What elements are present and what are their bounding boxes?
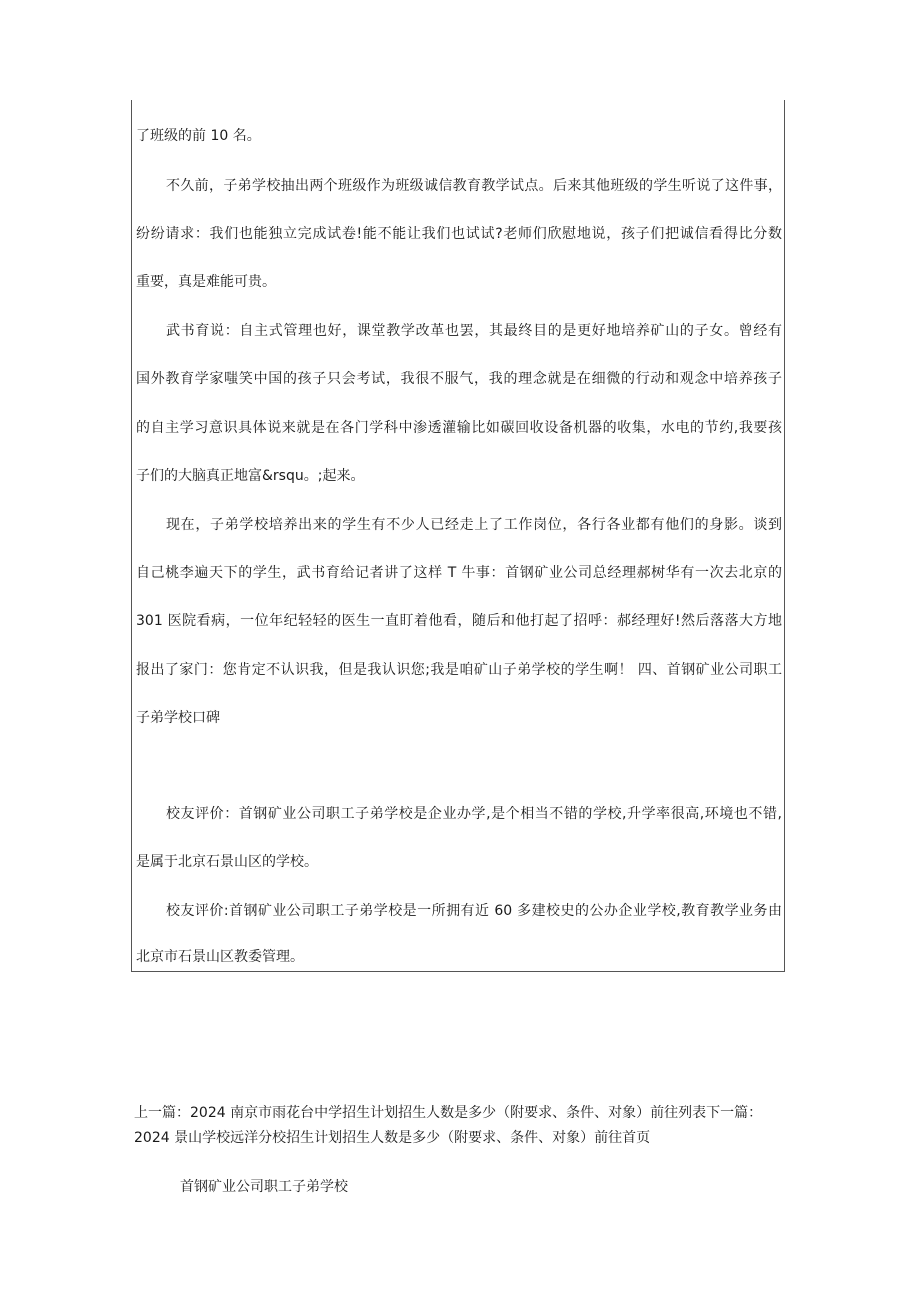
prev-next-link[interactable]: 上一篇：2024 南京市雨花台中学招生计划招生人数是多少（附要求、条件、对象）前往列表下一篇： (134, 1105, 763, 1121)
article-line: 武书育说：自主式管理也好，课堂教学改革也罢，其最终目的是更好地培养矿山的子女。曾经有 (166, 323, 782, 339)
article-line: 报出了家门：您肯定不认识我，但是我认识您;我是咱矿山子弟学校的学生啊！ 四、首钢矿业公司职工 (136, 662, 782, 678)
article-line: 现在，子弟学校培养出来的学生有不少人已经走上了工作岗位，各行各业都有他们的身影。谈到 (166, 517, 782, 533)
footer-title: 首钢矿业公司职工子弟学校 (180, 1179, 348, 1195)
article-line: 校友评价：首钢矿业公司职工子弟学校是企业办学,是个相当不错的学校,升学率很高,环境也不错, (166, 806, 782, 822)
article-body (131, 100, 785, 972)
article-line: 子们的大脑真正地富&rsqu。;起来。 (136, 468, 365, 484)
article-line: 校友评价:首钢矿业公司职工子弟学校是一所拥有近 60 多建校史的公办企业学校,教育教学业务由 (166, 903, 782, 919)
article-line: 纷纷请求：我们也能独立完成试卷!能不能让我们也试试?老师们欣慰地说，孩子们把诚信看得比分数 (136, 226, 782, 242)
article-line: 不久前，子弟学校抽出两个班级作为班级诚信教育教学试点。后来其他班级的学生听说了这件事， (166, 178, 782, 194)
article-line: 重要，真是难能可贵。 (136, 274, 276, 290)
article-line: 是属于北京石景山区的学校。 (136, 854, 318, 870)
article-line: 301 医院看病，一位年纪轻轻的医生一直盯着他看，随后和他打起了招呼：郝经理好!然后落落大方地 (136, 613, 782, 629)
prev-next-link[interactable]: 2024 景山学校远洋分校招生计划招生人数是多少（附要求、条件、对象）前往首页 (134, 1130, 651, 1146)
article-line: 国外教育学家嗤笑中国的孩子只会考试，我很不服气，我的理念就是在细微的行动和观念中培养孩子 (136, 371, 782, 387)
article-line: 自己桃李遍天下的学生，武书育给记者讲了这样 T 牛事：首钢矿业公司总经理郝树华有一次去北京的 (136, 565, 782, 581)
article-line: 了班级的前 10 名。 (136, 128, 261, 144)
article-line: 子弟学校口碑 (136, 710, 220, 726)
article-line: 北京市石景山区教委管理。 (136, 949, 304, 965)
article-line: 的自主学习意识具体说来就是在各门学科中渗透灌输比如碳回收设备机器的收集，水电的节约,我要孩 (136, 420, 782, 436)
